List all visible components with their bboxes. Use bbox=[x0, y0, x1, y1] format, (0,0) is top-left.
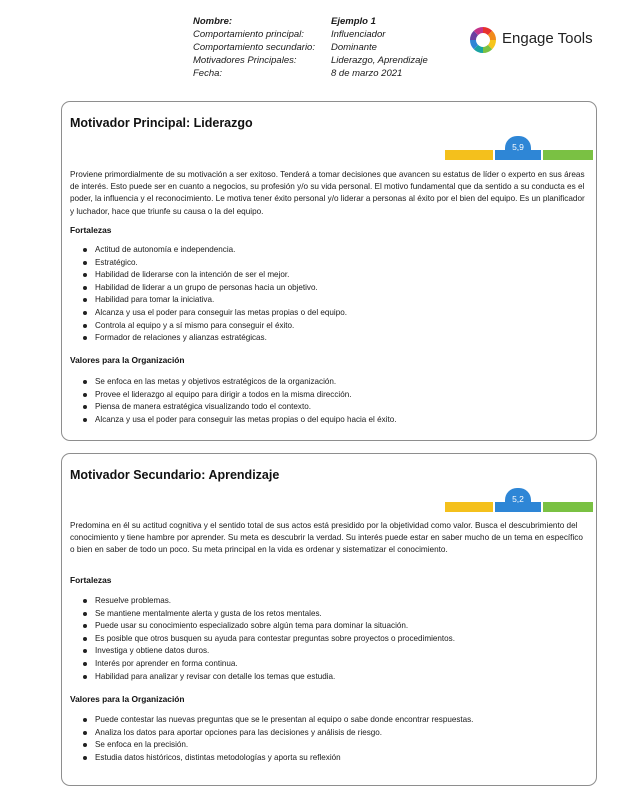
list-item: Controla al equipo y a sí mismo para conseguir el éxito. bbox=[82, 320, 347, 333]
list-item: Interés por aprender en forma continua. bbox=[82, 658, 455, 671]
list-item: Se enfoca en la precisión. bbox=[82, 739, 473, 752]
secondary-description: Predomina en él su actitud cognitiva y el sentido total de sus actos está presidido por la objetividad como valor. Busca el descubrimiento del conocimiento y tiene hambre por aprender. Su meta es descubrir la verdad. Su interés puede estar en saber mucho de un tema en específico o bien en saber de todo un poco. Su meta principal en la vida es ordenar y sistematizar el conocimiento. bbox=[70, 521, 583, 555]
primary-strengths-heading: Fortalezas bbox=[70, 225, 112, 235]
primary-values-list bbox=[82, 376, 396, 426]
primary-score-marker: 5,9 bbox=[505, 136, 531, 156]
secondary-strengths-list bbox=[82, 595, 455, 683]
list-item: Actitud de autonomía e independencia. bbox=[82, 244, 347, 257]
primary-description: Proviene primordialmente de su motivación a ser exitoso. Tenderá a tomar decisiones que avancen su estatus de líder o experto en sus áreas de interés. Esto puede ser en cuanto a negocios, su profesión y/o su vida personal. El motivo fundamental que da sentido a su conducta es el poder, la influencia y el reconocimiento. Le motiva tener éxito personal y/o liderar a personas al éxito por el bien del equipo. Es un planificador y luchador, hace que triunfe su causa o la del equipo. bbox=[70, 170, 585, 216]
list-item: Se enfoca en las metas y objetivos estratégicos de la organización. bbox=[82, 376, 396, 389]
scale-segment-high bbox=[543, 150, 593, 160]
secondary-values-list bbox=[82, 714, 473, 764]
header-labels bbox=[193, 15, 328, 80]
secondary-score-marker: 5,2 bbox=[505, 488, 531, 508]
list-item: Habilidad de liderar a un grupo de personas hacia un objetivo. bbox=[82, 282, 347, 295]
name-value: Ejemplo 1 bbox=[331, 16, 376, 27]
primary-values-heading: Valores para la Organización bbox=[70, 355, 185, 365]
list-item: Analiza los datos para aportar opciones para las decisiones y análisis de riesgo. bbox=[82, 727, 473, 740]
list-item: Habilidad para tomar la iniciativa. bbox=[82, 294, 347, 307]
list-item: Piensa de manera estratégica visualizando todo el contexto. bbox=[82, 401, 396, 414]
list-item: Puede contestar las nuevas preguntas que se le presentan al equipo o sabe donde encontrar respuestas. bbox=[82, 714, 473, 727]
header-values bbox=[331, 15, 471, 80]
primary-behavior-value: Influenciador bbox=[331, 29, 386, 40]
report-header bbox=[193, 15, 613, 85]
secondary-motivator-card bbox=[61, 453, 597, 786]
motivators-value: Liderazgo, Aprendizaje bbox=[331, 55, 428, 66]
primary-motivator-title: Motivador Principal: Liderazgo bbox=[70, 116, 253, 130]
name-label: Nombre: bbox=[193, 16, 233, 27]
scale-segment-low bbox=[445, 150, 493, 160]
list-item: Estratégico. bbox=[82, 257, 347, 270]
list-item: Resuelve problemas. bbox=[82, 595, 455, 608]
primary-score-scale bbox=[445, 136, 593, 162]
primary-strengths-list bbox=[82, 244, 347, 345]
list-item: Estudia datos históricos, distintas metodologías y aporta su reflexión bbox=[82, 752, 473, 765]
date-label: Fecha: bbox=[193, 68, 223, 79]
date-value: 8 de marzo 2021 bbox=[331, 68, 403, 79]
primary-motivator-card bbox=[61, 101, 597, 441]
puzzle-logo-icon bbox=[468, 25, 498, 55]
engage-tools-logo bbox=[468, 25, 608, 53]
secondary-motivator-title: Motivador Secundario: Aprendizaje bbox=[70, 468, 280, 482]
secondary-strengths-heading: Fortalezas bbox=[70, 575, 112, 585]
secondary-score-scale bbox=[445, 488, 593, 514]
secondary-behavior-label: Comportamiento secundario: bbox=[193, 42, 315, 53]
list-item: Puede usar su conocimiento especializado sobre algún tema para dominar la situación. bbox=[82, 620, 455, 633]
motivators-label: Motivadores Principales: bbox=[193, 55, 297, 66]
list-item: Investiga y obtiene datos duros. bbox=[82, 645, 455, 658]
secondary-behavior-value: Dominante bbox=[331, 42, 377, 53]
scale-segment-low bbox=[445, 502, 493, 512]
list-item: Habilidad de liderarse con la intención de ser el mejor. bbox=[82, 269, 347, 282]
logo-text: Engage Tools bbox=[502, 30, 593, 47]
secondary-values-heading: Valores para la Organización bbox=[70, 694, 185, 704]
list-item: Se mantiene mentalmente alerta y gusta de los retos mentales. bbox=[82, 608, 455, 621]
list-item: Formador de relaciones y alianzas estratégicas. bbox=[82, 332, 347, 345]
list-item: Provee el liderazgo al equipo para dirigir a todos en la misma dirección. bbox=[82, 389, 396, 402]
list-item: Alcanza y usa el poder para conseguir las metas propias o del equipo. bbox=[82, 307, 347, 320]
primary-behavior-label: Comportamiento principal: bbox=[193, 29, 304, 40]
scale-segment-high bbox=[543, 502, 593, 512]
list-item: Es posible que otros busquen su ayuda para contestar preguntas sobre proyectos o procedimientos. bbox=[82, 633, 455, 646]
list-item: Habilidad para analizar y revisar con detalle los temas que estudia. bbox=[82, 671, 455, 684]
list-item: Alcanza y usa el poder para conseguir las metas propias o del equipo hacia el éxito. bbox=[82, 414, 396, 427]
